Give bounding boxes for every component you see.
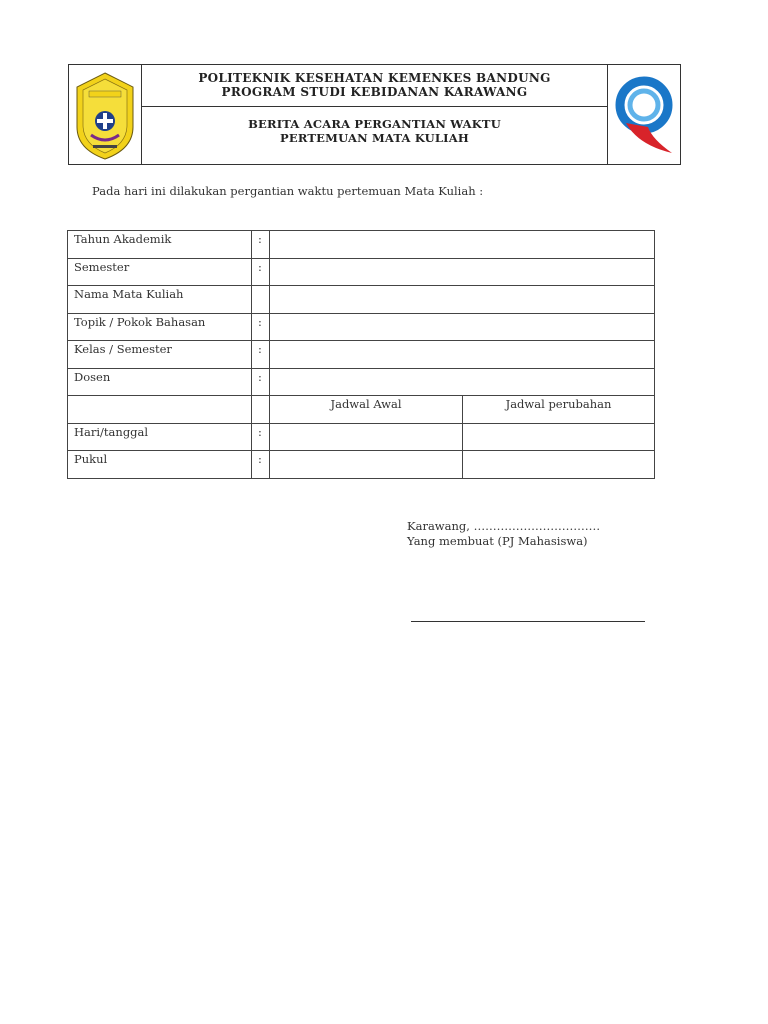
institution-name: POLITEKNIK KESEHATAN KEMENKES BANDUNG — [198, 71, 551, 85]
field-semester[interactable] — [270, 258, 655, 286]
intro-text: Pada hari ini dilakukan pergantian waktu pertemuan Mata Kuliah : — [92, 184, 484, 198]
row-label: Topik / Pokok Bahasan — [68, 313, 252, 341]
field-kelas-semester[interactable] — [270, 341, 655, 369]
table-row — [68, 231, 655, 259]
row-label-empty — [68, 396, 252, 424]
row-colon — [252, 286, 270, 314]
table-row — [68, 451, 655, 479]
jadwal-awal-header: Jadwal Awal — [270, 396, 463, 424]
row-label: Dosen — [68, 368, 252, 396]
field-dosen[interactable] — [270, 368, 655, 396]
document-title-line2: PERTEMUAN MATA KULIAH — [280, 131, 469, 145]
place-date: Karawang, …………………………… — [407, 519, 601, 533]
row-label: Nama Mata Kuliah — [68, 286, 252, 314]
field-hari-tanggal-awal[interactable] — [270, 423, 463, 451]
poltekkes-logo-icon — [69, 65, 142, 165]
field-nama-mata-kuliah[interactable] — [270, 286, 655, 314]
row-label: Semester — [68, 258, 252, 286]
quality-logo-icon — [608, 65, 681, 165]
row-colon: : — [252, 313, 270, 341]
header-text-area — [142, 65, 607, 164]
row-colon: : — [252, 341, 270, 369]
table-row — [68, 286, 655, 314]
row-colon: : — [252, 258, 270, 286]
row-label: Tahun Akademik — [68, 231, 252, 259]
signature-line — [411, 621, 645, 622]
table-row — [68, 313, 655, 341]
document-title-line1: BERITA ACARA PERGANTIAN WAKTU — [248, 117, 501, 131]
document-title-block — [142, 107, 607, 164]
institution-block — [142, 65, 607, 107]
program-name: PROGRAM STUDI KEBIDANAN KARAWANG — [221, 85, 528, 99]
row-label: Hari/tanggal — [68, 423, 252, 451]
document-header — [68, 64, 681, 165]
row-colon: : — [252, 423, 270, 451]
row-colon-empty — [252, 396, 270, 424]
logo-left-cell — [69, 65, 142, 164]
table-row — [68, 396, 655, 424]
signature-maker: Yang membuat (PJ Mahasiswa) — [407, 534, 588, 548]
row-colon: : — [252, 231, 270, 259]
table-row — [68, 368, 655, 396]
field-topik[interactable] — [270, 313, 655, 341]
field-pukul-perubahan[interactable] — [463, 451, 655, 479]
field-pukul-awal[interactable] — [270, 451, 463, 479]
row-label: Pukul — [68, 451, 252, 479]
jadwal-perubahan-header: Jadwal perubahan — [463, 396, 655, 424]
row-colon: : — [252, 368, 270, 396]
row-label: Kelas / Semester — [68, 341, 252, 369]
row-colon: : — [252, 451, 270, 479]
logo-right-cell — [607, 65, 680, 164]
table-row — [68, 258, 655, 286]
signature-block — [407, 519, 600, 549]
field-tahun-akademik[interactable] — [270, 231, 655, 259]
field-hari-tanggal-perubahan[interactable] — [463, 423, 655, 451]
form-table — [67, 230, 655, 479]
table-row — [68, 423, 655, 451]
table-row — [68, 341, 655, 369]
